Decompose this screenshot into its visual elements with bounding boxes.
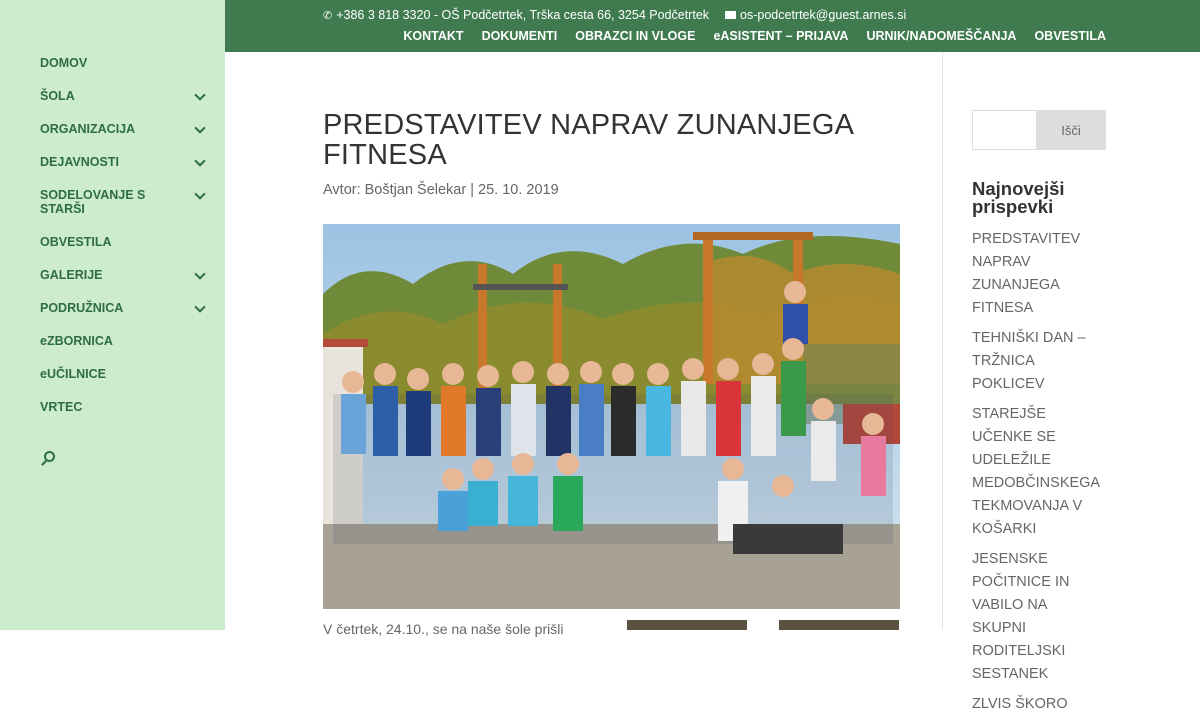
recent-post-link[interactable]: STAREJŠE UČENKE SE UDELEŽILE MEDOBČINSKEGA TEKMOVANJA V KOŠARKI [972,406,1100,537]
chevron-down-icon[interactable] [194,268,205,279]
chevron-down-icon[interactable] [194,301,205,312]
chevron-down-icon[interactable] [194,89,205,100]
top-menu-urnik[interactable]: URNIK/NADOMEŠČANJA [866,29,1017,43]
nav-item-label: ŠOLA [40,89,75,103]
nav-item-sola[interactable] [40,89,210,103]
left-sidebar [0,0,225,630]
post-title: PREDSTAVITEV NAPRAV ZUNANJEGA FITNESA [323,109,853,171]
recent-post-link[interactable]: TEHNIŠKI DAN – TRŽNICA POKLICEV [972,330,1086,392]
nav-item-label: ORGANIZACIJA [40,122,136,136]
recent-posts-list [972,228,1102,723]
contact-info [323,8,906,22]
post-content [323,110,900,198]
nav-item-sodelovanje[interactable] [40,188,210,216]
nav-item-ezbornica[interactable] [40,334,210,348]
search-input[interactable] [972,110,1036,150]
nav-item-obvestila[interactable] [40,235,210,249]
chevron-down-icon[interactable] [194,122,205,133]
top-menu-obvestila[interactable]: OBVESTILA [1034,29,1106,43]
recent-post-link[interactable]: ZLVIS ŠKORO [972,696,1068,712]
main-nav [40,56,210,433]
nav-item-label: GALERIJE [40,268,103,282]
phone-icon: ✆ [323,9,333,22]
post-meta: Avtor: Boštjan Šelekar | 25. 10. 2019 [323,182,559,198]
search-icon[interactable] [40,450,58,468]
nav-item-galerije[interactable] [40,268,210,282]
email-link[interactable]: os-podcetrtek@guest.arnes.si [740,8,907,22]
content-divider [942,52,943,630]
recent-post-link[interactable]: PREDSTAVITEV NAPRAV ZUNANJEGA FITNESA [972,231,1081,316]
chevron-down-icon[interactable] [194,155,205,166]
nav-item-vrtec[interactable] [40,400,210,414]
gallery-thumbnail[interactable] [779,620,899,630]
recent-posts-title: Najnovejši prispevki [972,178,1065,217]
nav-item-organizacija[interactable] [40,122,210,136]
gallery-thumbnail[interactable] [627,620,747,630]
top-header [225,0,1200,52]
nav-item-label: DEJAVNOSTI [40,155,119,169]
mail-icon [725,11,736,19]
top-menu-kontakt[interactable]: KONTAKT [403,29,464,43]
top-menu-easistent[interactable]: eASISTENT – PRIJAVA [713,29,849,43]
nav-item-eucilnice[interactable] [40,367,210,381]
nav-item-dejavnosti[interactable] [40,155,210,169]
post-excerpt: V četrtek, 24.10., se na naše šole prišli [323,621,564,637]
nav-item-podruznica[interactable] [40,301,210,315]
recent-post-link[interactable]: JESENSKE POČITNICE IN VABILO NA SKUPNI RODITELJSKI SESTANEK [972,551,1070,682]
nav-item-label: PODRUŽNICA [40,301,124,315]
chevron-down-icon[interactable] [194,188,205,199]
contact-text: +386 3 818 3320 - OŠ Podčetrtek, Trška cesta 66, 3254 Podčetrtek [336,8,710,22]
nav-item-label: OBVESTILA [40,235,112,249]
nav-item-label: eUČILNICE [40,367,106,381]
sidebar-search [972,110,1106,150]
nav-item-domov[interactable] [40,56,210,70]
post-featured-image[interactable] [323,224,900,609]
nav-item-label: VRTEC [40,400,83,414]
search-button[interactable]: Išči [1036,110,1106,150]
nav-item-label: eZBORNICA [40,334,113,348]
top-menu-dokumenti[interactable]: DOKUMENTI [481,29,558,43]
top-menu [403,29,1106,43]
nav-item-label: DOMOV [40,56,88,70]
nav-item-label: SODELOVANJE S STARŠI [40,188,146,216]
top-menu-obrazci[interactable]: OBRAZCI IN VLOGE [575,29,696,43]
